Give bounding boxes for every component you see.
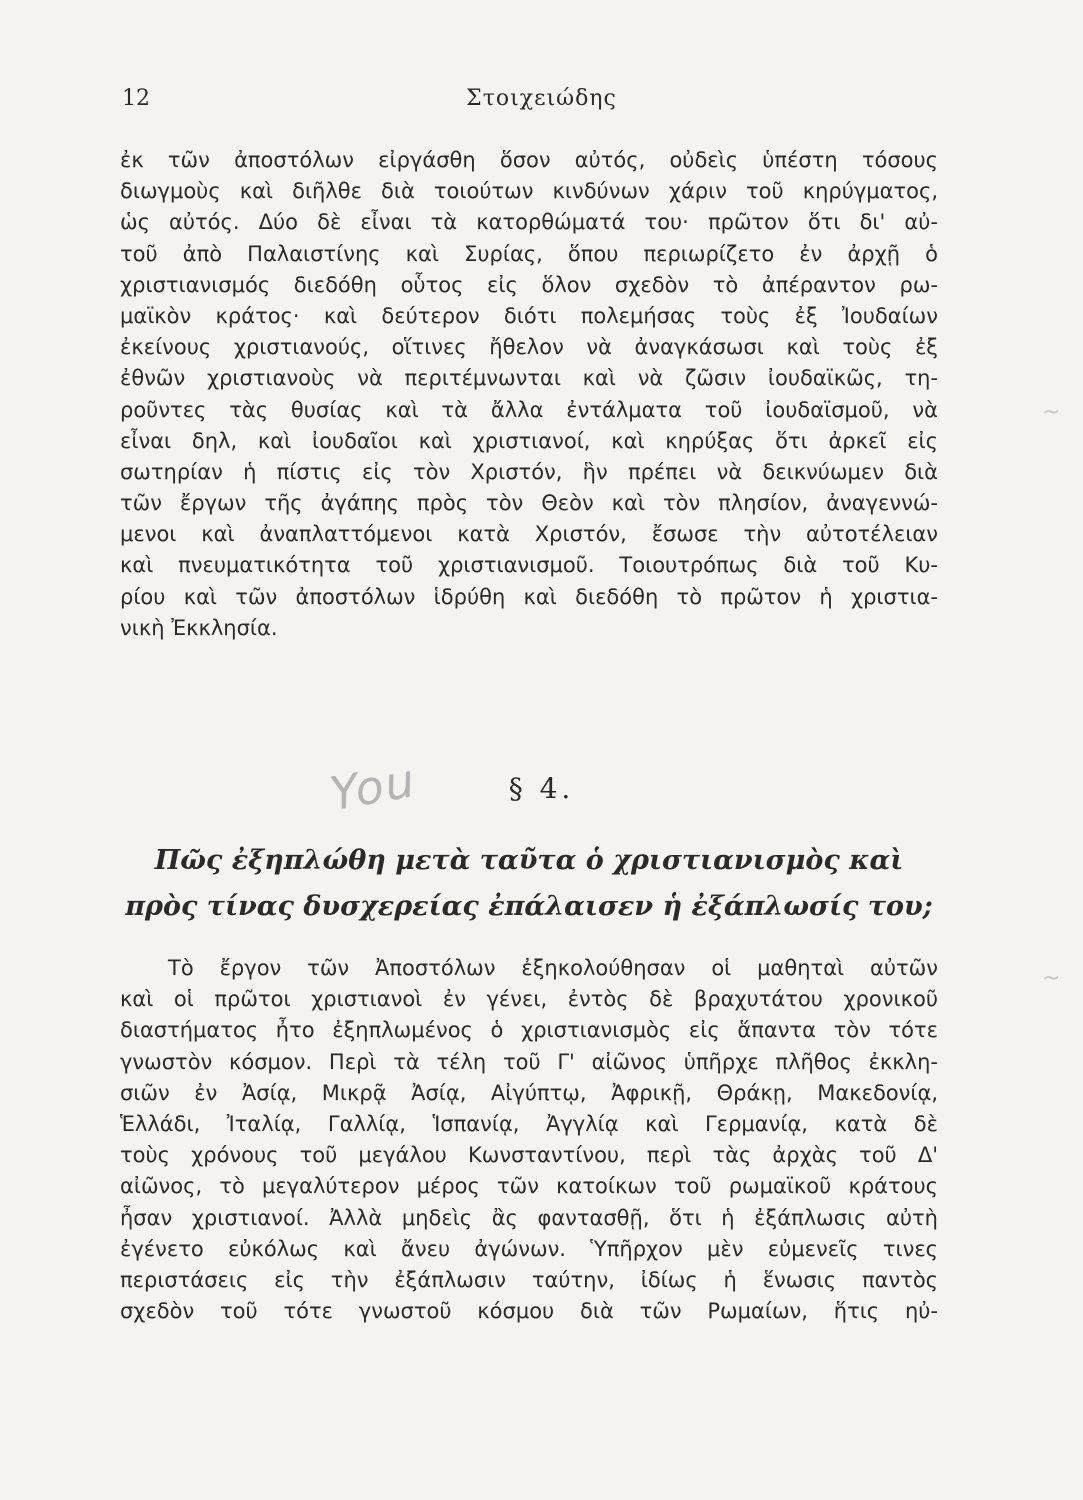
- paragraph-1: [120, 145, 938, 644]
- stray-mark: ~: [1042, 400, 1061, 425]
- text-line: ἐθνῶν χριστιανοὺς νὰ περιτέμνωνται καὶ νὰ ζῶσιν ἰουδαϊκῶς, τη-: [120, 366, 938, 391]
- pencil-annotation: You: [325, 752, 421, 822]
- section-heading-line: πρὸς τίνας δυσχερείας ἐπάλαισεν ἡ ἐξάπλωσίς του;: [125, 891, 933, 922]
- text-line: τοὺς χρόνους τοῦ μεγάλου Κωνσταντίνου, περὶ τὰς ἀρχὰς τοῦ Δ': [120, 1143, 938, 1168]
- text-line: σχεδὸν τοῦ τότε γνωστοῦ κόσμου διὰ τῶν Ρωμαίων, ἥτις ηὐ-: [120, 1299, 938, 1324]
- page-number: 12: [122, 86, 150, 111]
- text-line: ἐκ τῶν ἀποστόλων εἰργάσθη ὅσον αὐτός, οὐδεὶς ὑπέστη τόσους: [120, 148, 938, 172]
- stray-mark: ~: [1042, 966, 1061, 991]
- text-line: καὶ οἱ πρῶτοι χριστιανοὶ ἐν γένει, ἐντὸς δὲ βραχυτάτου χρονικοῦ: [120, 987, 938, 1012]
- text-line: μενοι καὶ ἀναπλαττόμενοι κατὰ Χριστόν, ἔσωσε τὴν αὐτοτέλειαν: [120, 522, 938, 547]
- text-line: νικὴ Ἐκκλησία.: [120, 615, 278, 640]
- text-line: Ἑλλάδι, Ἰταλίᾳ, Γαλλίᾳ, Ἱσπανίᾳ, Ἀγγλίᾳ καὶ Γερμανίᾳ, κατὰ δὲ: [120, 1111, 938, 1136]
- text-line: διαστήματος ἦτο ἐξηπλωμένος ὁ χριστιανισμὸς εἰς ἅπαντα τὸν τότε: [120, 1018, 938, 1043]
- text-line: ἐκείνους χριστιανούς, οἵτινες ἤθελον νὰ ἀναγκάσωσι καὶ τοὺς ἐξ: [120, 335, 938, 360]
- text-line: Τὸ ἔργον τῶν Ἀποστόλων ἐξηκολούθησαν οἱ μαθηταὶ αὐτῶν: [168, 956, 938, 980]
- text-line: ρίου καὶ τῶν ἀποστόλων ἱδρύθη καὶ διεδόθη τὸ πρῶτον ἡ χριστια-: [120, 584, 938, 609]
- text-line: αἰῶνος, τὸ μεγαλύτερον μέρος τῶν κατοίκων τοῦ ρωμαϊκοῦ κράτους: [120, 1174, 938, 1199]
- text-line: σωτηρίαν ἡ πίστις εἰς τὸν Χριστόν, ἣν πρέπει νὰ δεικνύωμεν διὰ: [120, 459, 938, 484]
- text-line: διωγμοὺς καὶ διῆλθε διὰ τοιούτων κινδύνων χάριν τοῦ κηρύγματος,: [120, 179, 938, 204]
- paragraph-2: [120, 953, 938, 1327]
- text-line: ὡς αὐτός. Δύο δὲ εἶναι τὰ κατορθώματά του· πρῶτον ὅτι δι' αὐ-: [120, 210, 938, 235]
- text-line: μαϊκὸν κράτος· καὶ δεύτερον διότι πολεμήσας τοὺς ἐξ Ἰουδαίων: [120, 303, 938, 328]
- text-line: σιῶν ἐν Ἀσίᾳ, Μικρᾷ Ἀσίᾳ, Αἰγύπτῳ, Ἀφρικῇ, Θράκῃ, Μακεδονίᾳ,: [120, 1080, 938, 1105]
- text-line: γνωστὸν κόσμον. Περὶ τὰ τέλη τοῦ Γ' αἰῶνος ὑπῆρχε πλῆθος ἐκκλη-: [120, 1049, 938, 1074]
- text-line: εἶναι δηλ, καὶ ἰουδαῖοι καὶ χριστιανοί, καὶ κηρύξας ὅτι ἀρκεῖ εἰς: [120, 428, 938, 453]
- text-line: χριστιανισμός διεδόθη οὗτος εἰς ὅλον σχεδὸν τὸ ἀπέραντον ρω-: [120, 272, 938, 297]
- text-line: τῶν ἔργων τῆς ἀγάπης πρὸς τὸν Θεὸν καὶ τὸν πλησίον, ἀναγεννώ-: [120, 491, 938, 516]
- text-line: περιστάσεις εἰς τὴν ἐξάπλωσιν ταύτην, ἰδίως ἡ ἕνωσις παντὸς: [120, 1267, 938, 1292]
- running-title: Στοιχειώδης: [466, 86, 617, 111]
- text-line: τοῦ ἀπὸ Παλαιστίνης καὶ Συρίας, ὅπου περιωρίζετο ἐν ἀρχῇ ὁ: [120, 241, 938, 266]
- section-number: § 4.: [508, 772, 575, 805]
- section-heading-line: Πῶς ἐξηπλώθη μετὰ ταῦτα ὁ χριστιανισμὸς καὶ: [154, 845, 904, 876]
- text-line: ροῦντες τὰς θυσίας καὶ τὰ ἄλλα ἐντάλματα τοῦ ἰουδαϊσμοῦ, νὰ: [120, 397, 938, 422]
- section-heading: [120, 838, 938, 930]
- text-line: καὶ πνευματικότητα τοῦ χριστιανισμοῦ. Τοιουτρόπως διὰ τοῦ Κυ-: [120, 553, 938, 578]
- text-line: ἐγένετο εὐκόλως καὶ ἄνευ ἀγώνων. Ὑπῆρχον μὲν εὐμενεῖς τινες: [120, 1236, 938, 1261]
- text-line: ἦσαν χριστιανοί. Ἀλλὰ μηδεὶς ἂς φαντασθῇ, ὅτι ἡ ἐξάπλωσις αὐτὴ: [120, 1205, 938, 1230]
